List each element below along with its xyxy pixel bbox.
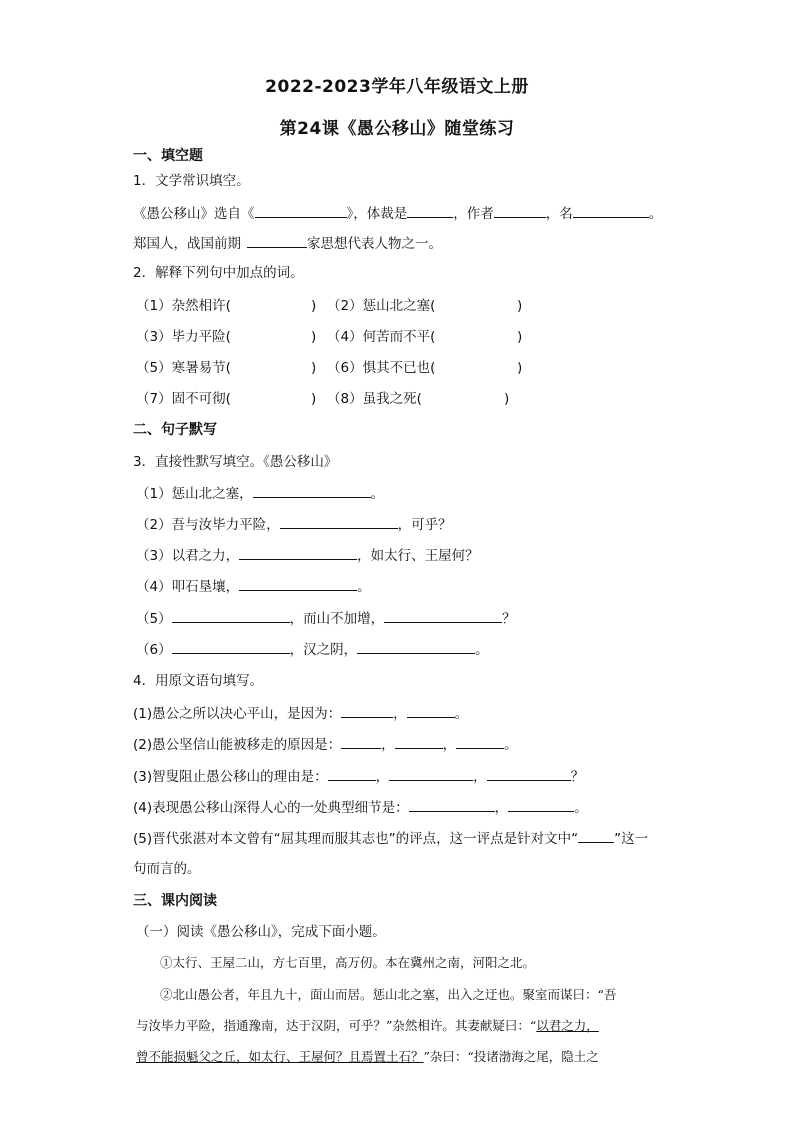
answer-blank[interactable] xyxy=(407,703,455,718)
answer-blank[interactable] xyxy=(494,203,546,218)
q2-item-8: （8）虽我之死( xyxy=(327,391,422,407)
q2-item-4-close: ) xyxy=(517,329,523,345)
reading-paragraph-2-line-2: 与汝毕力平险，指通豫南，达于汉阴，可乎？”杂然相许。其妻献疑曰：“以君之力， xyxy=(136,1018,599,1033)
q3-line-1: （1）惩山北之塞， 。 xyxy=(136,483,384,504)
question-1-line-1 xyxy=(133,203,662,224)
section-heading-fill-blank: 一、填空题 xyxy=(133,148,203,164)
question-3-prompt: 3．直接性默写填空。《愚公移山》 xyxy=(133,454,338,470)
answer-blank[interactable] xyxy=(578,828,614,843)
answer-blank[interactable] xyxy=(253,483,371,498)
q1-text-e: 。 xyxy=(648,206,663,222)
question-4-prompt: 4．用原文语句填写。 xyxy=(133,673,264,689)
q2-item-1-close: ) xyxy=(311,298,317,314)
q2-item-8-close: ) xyxy=(504,391,510,407)
q4-line-3: (3)智叟阻止愚公移山的理由是： ， ， ？ xyxy=(133,766,584,787)
worksheet-title-line1: 2022-2023学年八年级语文上册 xyxy=(265,77,529,97)
answer-blank[interactable] xyxy=(341,703,393,718)
answer-blank[interactable] xyxy=(172,608,290,623)
answer-blank[interactable] xyxy=(280,514,398,529)
q2-item-5: （5）寒暑易节( xyxy=(136,360,231,376)
q4-line-4: (4)表现愚公移山深得人心的一处典型细节是： ， 。 xyxy=(133,797,588,818)
answer-blank[interactable] xyxy=(247,233,307,248)
q2-item-7-close: ) xyxy=(311,391,317,407)
q2-item-1: （1）杂然相许( xyxy=(136,298,231,314)
q3-line-3: （3）以君之力， ，如太行、王屋何？ xyxy=(136,545,479,566)
question-1-prompt: 1．文学常识填空。 xyxy=(133,173,250,189)
q3-line-4: （4）叩石垦壤， 。 xyxy=(136,576,371,597)
q4-line-5-cont: 句而言的。 xyxy=(133,861,201,877)
question-1-line-2 xyxy=(133,233,442,254)
q1-text-d: ，名 xyxy=(545,206,573,222)
answer-blank[interactable] xyxy=(384,608,502,623)
q3-line-2: （2）吾与汝毕力平险， ，可乎？ xyxy=(136,514,452,535)
reading-intro: （一）阅读《愚公移山》，完成下面小题。 xyxy=(136,924,386,940)
q1-text-f: 郑国人，战国前期 xyxy=(133,236,241,252)
section-heading-reading: 三、课内阅读 xyxy=(133,893,217,909)
q4-line-5: (5)晋代张湛对本文曾有“屈其理而服其志也”的评点，这一评点是针对文中“ ”这一 xyxy=(133,828,648,849)
section-heading-recitation: 二、句子默写 xyxy=(133,422,217,438)
q2-item-6: （6）惧其不已也( xyxy=(327,360,436,376)
worksheet-title-line2: 第24课《愚公移山》随堂练习 xyxy=(279,119,515,139)
q1-text-b: 》，体裁是 xyxy=(346,206,408,222)
q2-item-6-close: ) xyxy=(517,360,523,376)
answer-blank[interactable] xyxy=(357,639,475,654)
answer-blank[interactable] xyxy=(239,545,357,560)
answer-blank[interactable] xyxy=(409,797,495,812)
q4-line-2: (2)愚公坚信山能被移走的原因是： ， ， 。 xyxy=(133,734,518,755)
q2-item-7: （7）固不可彻( xyxy=(136,391,231,407)
q2-item-4: （4）何苦而不平( xyxy=(327,329,436,345)
q2-item-3: （3）毕力平险( xyxy=(136,329,231,345)
q2-item-3-close: ) xyxy=(311,329,317,345)
q2-item-2-close: ) xyxy=(517,298,523,314)
answer-blank[interactable] xyxy=(395,734,443,749)
answer-blank[interactable] xyxy=(255,203,347,218)
answer-blank[interactable] xyxy=(487,766,571,781)
q2-item-2: （2）惩山北之塞( xyxy=(327,298,436,314)
q1-text-a: 《愚公移山》选自《 xyxy=(133,206,255,222)
answer-blank[interactable] xyxy=(341,734,381,749)
q1-text-c: ，作者 xyxy=(453,206,494,222)
reading-paragraph-1: ①太行、王屋二山，方七百里，高万仞。本在冀州之南，河阳之北。 xyxy=(160,955,536,970)
answer-blank[interactable] xyxy=(508,797,574,812)
q2-item-5-close: ) xyxy=(311,360,317,376)
answer-blank[interactable] xyxy=(239,576,357,591)
underlined-quote: 以君之力， xyxy=(536,1018,599,1033)
q4-line-1: (1)愚公之所以决心平山，是因为： ， 。 xyxy=(133,703,468,724)
answer-blank[interactable] xyxy=(456,734,504,749)
answer-blank[interactable] xyxy=(172,639,290,654)
q1-text-g: 家思想代表人物之一。 xyxy=(307,236,442,252)
answer-blank[interactable] xyxy=(389,766,473,781)
answer-blank[interactable] xyxy=(407,203,453,218)
q3-line-6: （6） ，汉之阴， 。 xyxy=(136,639,489,660)
answer-blank[interactable] xyxy=(328,766,376,781)
q3-line-5: （5） ，而山不加增， ？ xyxy=(136,608,516,629)
reading-paragraph-2-line-1: ②北山愚公者，年且九十，面山而居。惩山北之塞，出入之迂也。聚室而谋曰：“吾 xyxy=(160,987,617,1002)
answer-blank[interactable] xyxy=(573,203,649,218)
underlined-quote-cont: 曾不能损魁父之丘，如太行、王屋何？且焉置土石？ xyxy=(136,1049,424,1064)
question-2-prompt: 2．解释下列句中加点的词。 xyxy=(133,265,304,281)
reading-paragraph-2-line-3: 曾不能损魁父之丘，如太行、王屋何？且焉置土石？”杂曰：“投诸渤海之尾，隐土之 xyxy=(136,1049,599,1064)
